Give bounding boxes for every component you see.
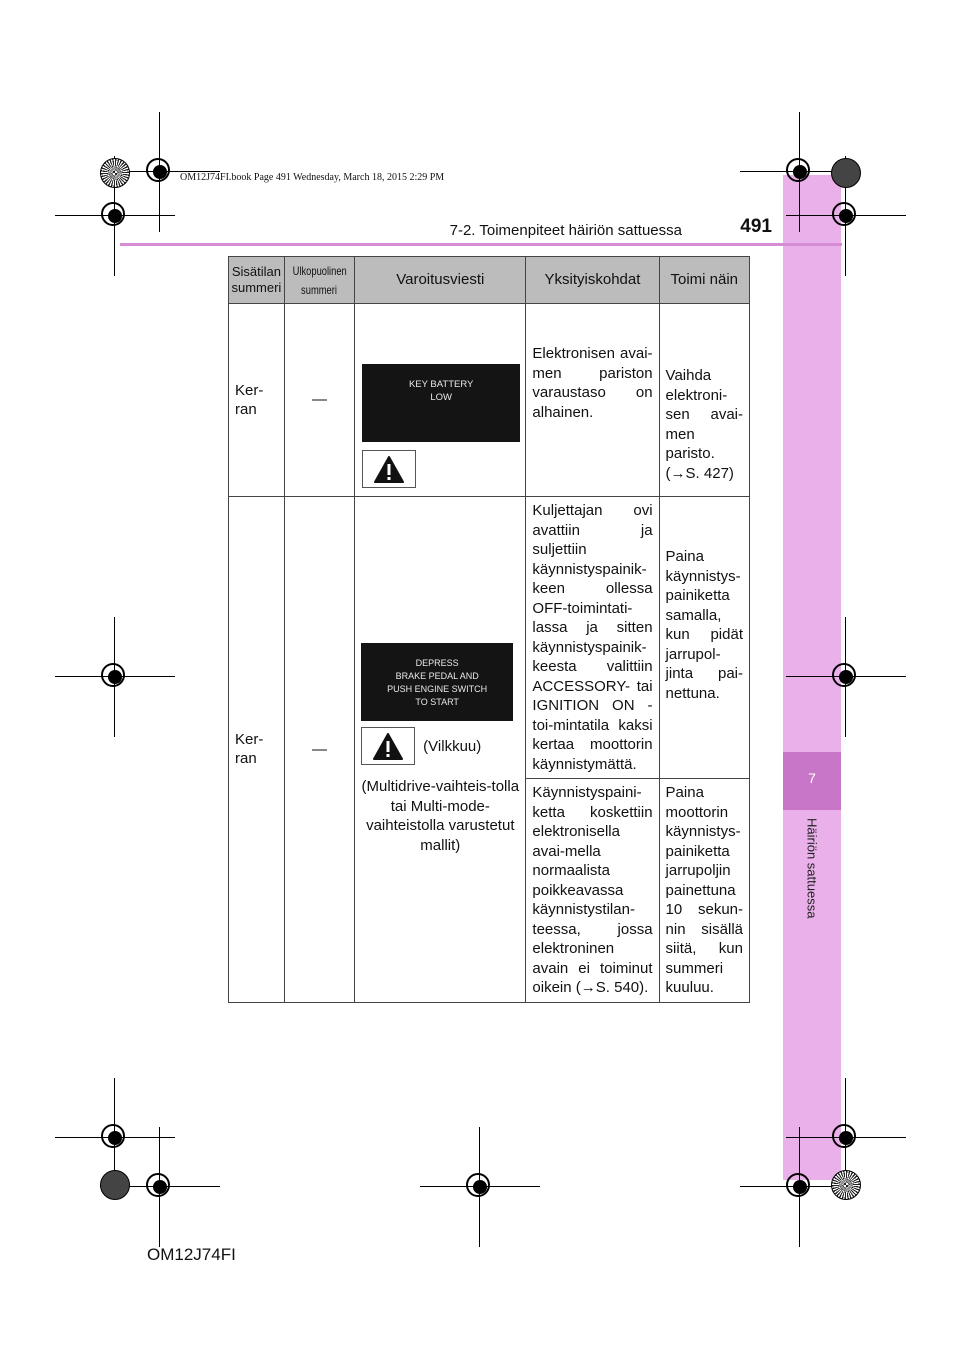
chapter-number: 7 — [808, 770, 816, 786]
display-line: TO START — [415, 697, 459, 708]
outer-buzzer-cell — [284, 304, 354, 497]
chapter-label: Häiriön sattuessa — [804, 818, 820, 919]
header-outer-buzzer-line1: Ulkopuolinen — [292, 263, 347, 278]
header-rule — [120, 243, 842, 246]
table-row — [229, 304, 750, 497]
registration-mark — [55, 617, 175, 737]
table-header-row — [229, 257, 750, 304]
display-line: DEPRESS — [415, 658, 459, 669]
crop-sun-mark — [100, 158, 130, 188]
header-inner-buzzer-line1: Sisätilan — [231, 264, 281, 279]
inner-buzzer-cell — [229, 304, 285, 497]
document-code: OM12J74FI — [147, 1245, 236, 1264]
display-line: KEY BATTERY — [408, 379, 474, 390]
inner-buzzer-value: Ker- ran — [235, 381, 264, 418]
outer-buzzer-cell — [284, 497, 354, 1003]
header-outer-buzzer-line2: summeri — [301, 283, 338, 297]
details-cell: Kuljettajan ovi avattiin ja suljettiin käynnistyspainik-keen ollessa OFF-toimintati-lassa ja sitten käynnistyspainik-keesta valittiin ACCESSORY- tai IGNITION ON -toi-mintatila kaksi kertaa moottorin käynnistymättä. — [526, 497, 659, 779]
table-row — [229, 497, 750, 779]
action-cell: Paina moottorin käynnistys-painiketta jarrupoljin painettuna 10 sekun-nin sisällä siitä, kun summeri kuuluu. — [659, 779, 749, 1003]
page-number: 491 — [740, 216, 772, 237]
details-cell: Käynnistyspaini-ketta koskettiin elektronisella avai-mella normaalista poikkeavassa käynnistystilan-teessa, jossa elektroninen avain ei toiminut oikein (→S. 540). — [526, 779, 659, 1003]
warning-message-cell — [355, 497, 526, 1003]
display-line: PUSH ENGINE SWITCH — [387, 684, 488, 695]
display-line: BRAKE PEDAL AND — [395, 671, 479, 682]
warning-message-table — [228, 256, 750, 1003]
blink-label: (Vilkkuu) — [423, 737, 482, 755]
action-cell: Vaihda elektroni-sen avai-men paristo. (→S. 427) — [659, 304, 749, 497]
outer-buzzer-value: — — [311, 740, 327, 758]
details-cell: Elektronisen avai-men pariston varaustaso on alhainen. — [526, 304, 659, 497]
warning-triangle-icon — [361, 727, 415, 765]
action-cell: Paina käynnistys-painiketta samalla, kun pidät jarrupol-jinta pai-nettuna. — [659, 497, 749, 779]
header-warning-message: Varoitusviesti — [355, 257, 526, 304]
book-info: OM12J74FI.book Page 491 Wednesday, March 18, 2015 2:29 PM — [180, 172, 445, 183]
header-inner-buzzer — [229, 257, 285, 304]
crop-sun-mark — [831, 158, 861, 188]
inner-buzzer-value: Ker- ran — [235, 730, 264, 768]
header-action: Toimi näin — [659, 257, 749, 304]
header-details: Yksityiskohdat — [526, 257, 659, 304]
crop-sun-mark — [100, 1170, 130, 1200]
header-inner-buzzer-line2: summeri — [231, 280, 282, 295]
display-line: LOW — [430, 392, 452, 403]
header-outer-buzzer — [284, 257, 354, 304]
display-depress-brake — [361, 643, 513, 721]
crop-sun-mark — [831, 1170, 861, 1200]
display-key-battery-low — [362, 364, 520, 442]
registration-mark — [420, 1127, 540, 1247]
model-note: (Multidrive-vaihteis-tolla tai Multi-mode-vaihteistolla varustetut mallit) — [361, 778, 520, 854]
registration-mark — [786, 617, 906, 737]
warning-triangle-icon — [362, 450, 416, 488]
outer-buzzer-value: — — [311, 391, 327, 409]
warning-icon-row — [361, 727, 519, 765]
section-title: 7-2. Toimenpiteet häiriön sattuessa — [449, 222, 682, 239]
warning-message-cell — [355, 304, 526, 497]
inner-buzzer-cell — [229, 497, 285, 1003]
